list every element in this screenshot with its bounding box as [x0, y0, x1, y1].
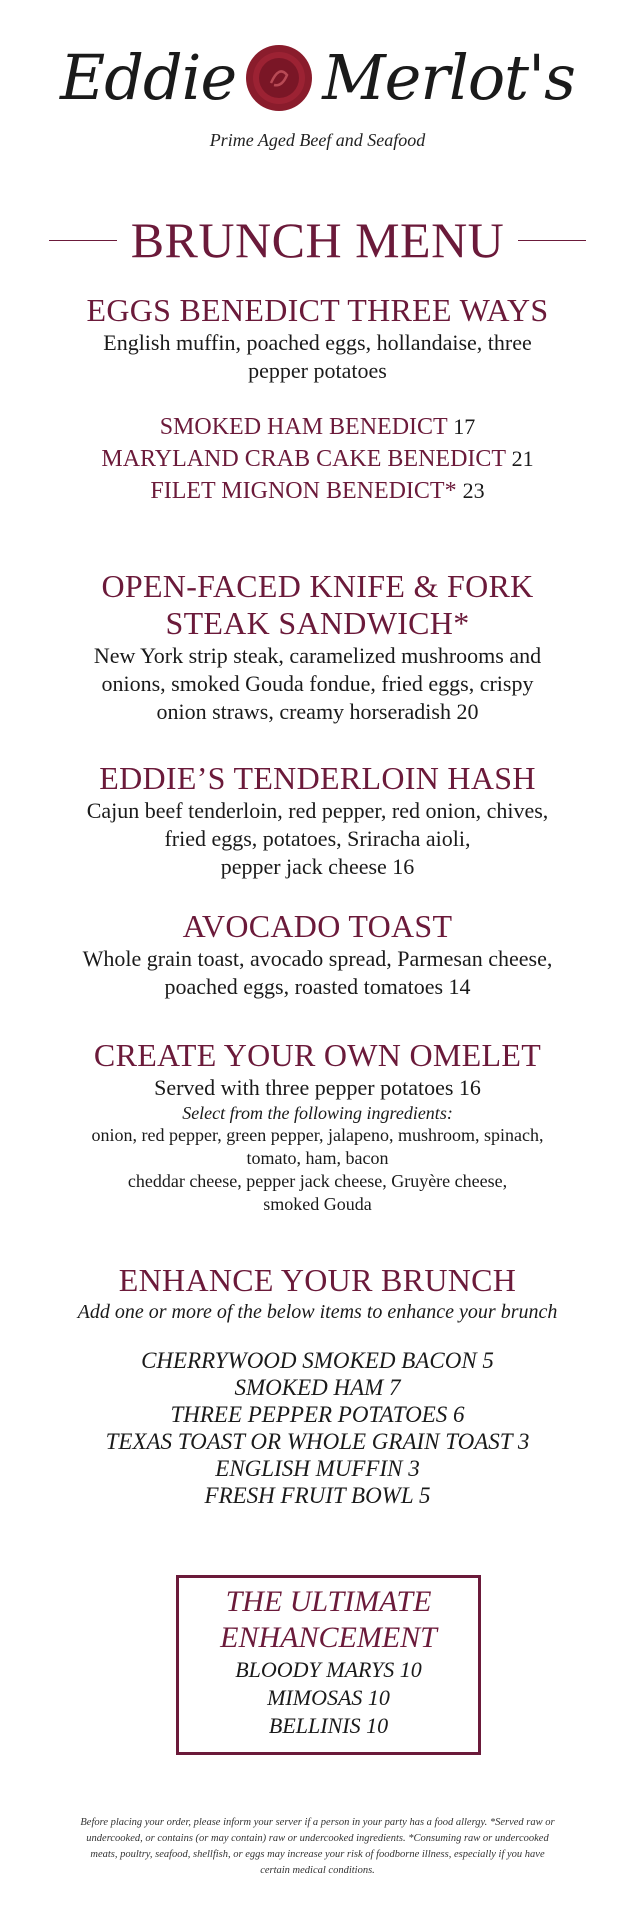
avocado-desc-2: poached eggs, roasted tomatoes 14 [164, 974, 471, 999]
omelet-section [0, 1037, 635, 1216]
omelet-ingredients-2: tomato, ham, bacon [246, 1148, 389, 1168]
enhance-item: CHERRYWOOD SMOKED BACON 5 [141, 1348, 494, 1373]
omelet-ingredients-4: smoked Gouda [263, 1194, 372, 1214]
omelet-ingredients-3: cheddar cheese, pepper jack cheese, Gruyère cheese, [127, 1171, 508, 1191]
benedict-desc-2: pepper potatoes [248, 358, 387, 383]
enhance-item: THREE PEPPER POTATOES 6 [170, 1402, 465, 1427]
menu-item [0, 475, 635, 507]
enhance-item: SMOKED HAM 7 [234, 1375, 401, 1400]
ultimate-heading-2: ENHANCEMENT [220, 1621, 437, 1654]
title-rule-left [49, 240, 117, 241]
benedict-heading: EGGS BENEDICT THREE WAYS [86, 292, 549, 328]
benedict-desc-1: English muffin, poached eggs, hollandaise, three [103, 330, 532, 355]
menu-item [0, 443, 635, 475]
disclaimer-line: Before placing your order, please inform your server if a person in your party has a food allergy. *Served raw or [80, 1817, 555, 1828]
steak-desc-3: onion straws, creamy horseradish 20 [156, 699, 479, 724]
menu-item-name: MARYLAND CRAB CAKE BENEDICT [101, 446, 506, 472]
enhance-section [0, 1262, 635, 1509]
avocado-section [0, 908, 635, 1001]
steak-heading-2: STEAK SANDWICH* [165, 605, 470, 641]
title-rule-right [518, 240, 586, 241]
hash-desc-3: pepper jack cheese 16 [220, 854, 415, 879]
hash-desc-1: Cajun beef tenderloin, red pepper, red onion, chives, [86, 798, 549, 823]
ultimate-item: BELLINIS 10 [268, 1713, 389, 1738]
omelet-ingredients-1: onion, red pepper, green pepper, jalapeno, mushroom, spinach, [91, 1125, 544, 1145]
disclaimer-line: certain medical conditions. [260, 1865, 375, 1876]
enhance-heading: ENHANCE YOUR BRUNCH [118, 1262, 517, 1298]
avocado-desc-1: Whole grain toast, avocado spread, Parmesan cheese, [82, 946, 553, 971]
omelet-select: Select from the following ingredients: [182, 1103, 453, 1123]
enhance-item: FRESH FRUIT BOWL 5 [204, 1483, 431, 1508]
ultimate-item: MIMOSAS 10 [267, 1685, 390, 1710]
logo-right-word: Merlot's [322, 41, 575, 114]
page-title: BRUNCH MENU [130, 212, 505, 268]
wax-seal-icon [244, 43, 314, 113]
ultimate-item: BLOODY MARYS 10 [235, 1657, 422, 1682]
steak-sandwich-section [0, 568, 635, 726]
hash-desc-2: fried eggs, potatoes, Sriracha aioli, [164, 826, 471, 851]
hash-heading: EDDIE’S TENDERLOIN HASH [99, 760, 536, 796]
disclaimer-line: undercooked, or contains (or may contain) raw or undercooked ingredients. *Consuming raw or undercooked [86, 1833, 549, 1844]
title-row [0, 210, 635, 270]
steak-desc-2: onions, smoked Gouda fondue, fried eggs, crispy [101, 671, 534, 696]
menu-item-price: 23 [462, 478, 485, 503]
omelet-heading: CREATE YOUR OWN OMELET [93, 1037, 542, 1073]
allergy-disclaimer [60, 1815, 575, 1879]
menu-item-price: 21 [511, 446, 534, 471]
steak-desc-1: New York strip steak, caramelized mushrooms and [93, 643, 542, 668]
logo [0, 28, 635, 128]
enhance-subtitle: Add one or more of the below items to enhance your brunch [77, 1301, 558, 1323]
benedict-section [0, 292, 635, 507]
avocado-heading: AVOCADO TOAST [182, 908, 453, 944]
menu-item-name: SMOKED HAM BENEDICT [159, 414, 448, 440]
steak-heading-1: OPEN-FACED KNIFE & FORK [101, 568, 534, 604]
enhance-item: TEXAS TOAST OR WHOLE GRAIN TOAST 3 [105, 1429, 530, 1454]
menu-item-name: FILET MIGNON BENEDICT* [150, 478, 457, 504]
omelet-served: Served with three pepper potatoes 16 [154, 1075, 481, 1100]
disclaimer-line: meats, poultry, seafood, shellfish, or eggs may increase your risk of foodborne illness, especially if you have [90, 1849, 545, 1860]
ultimate-enhancement-box [176, 1575, 481, 1755]
logo-left-word: Eddie [60, 41, 237, 114]
menu-item [0, 411, 635, 443]
ultimate-heading-1: THE ULTIMATE [225, 1585, 432, 1618]
enhance-item: ENGLISH MUFFIN 3 [215, 1456, 420, 1481]
menu-item-price: 17 [453, 414, 476, 439]
hash-section [0, 760, 635, 881]
tagline: Prime Aged Beef and Seafood [209, 130, 426, 150]
